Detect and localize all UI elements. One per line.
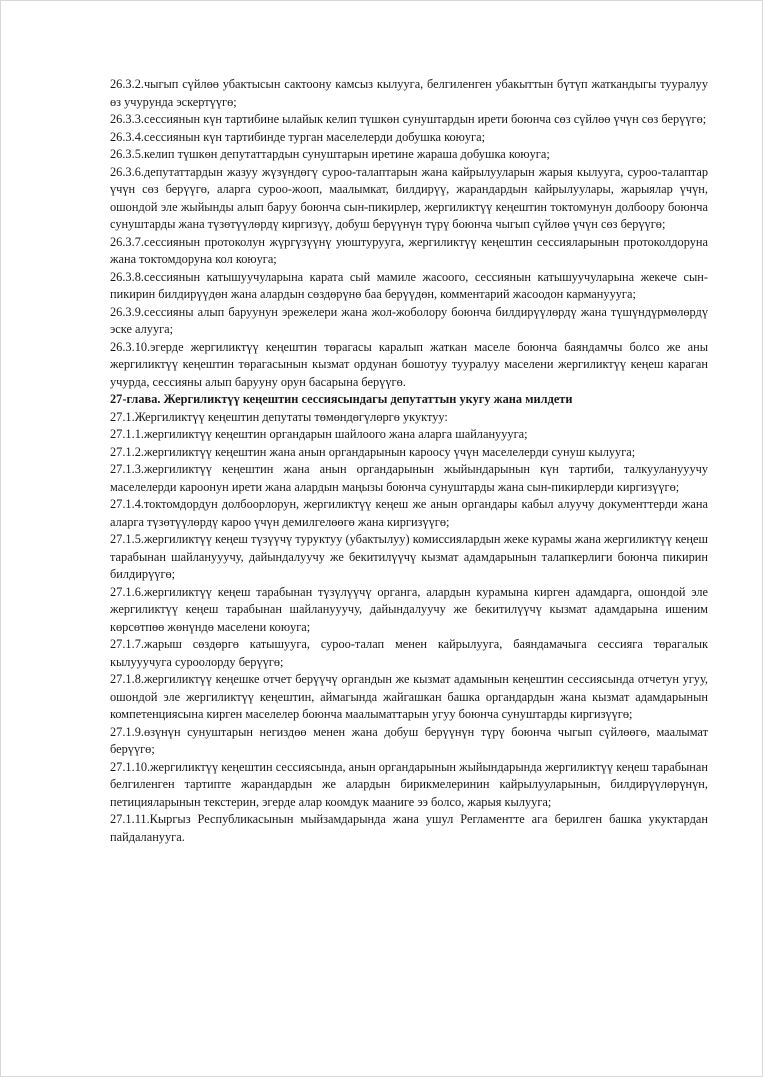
paragraph-27-1-7: 27.1.7.жарыш сөздөргө катышууга, суроо-талап менен кайрылууга, баяндамачыга сессияга төрагалык кылууучуга суроолорду берүүгө; <box>110 637 708 669</box>
paragraph-27-1-2: 27.1.2.жергиликтүү кеңештин жана анын органдарынын кароосу үчүн маселелерди сунуш кылууга; <box>110 444 636 459</box>
paragraph-27-1-5: 27.1.5.жергиликтүү кеңеш түзүүчү туруктуу (убактылуу) комиссиялардын жеке курамы жана жергиликтүү кеңеш тарабынан шайланууучу, дайындалуучу же бекитилүүчү кызмат адамдарынын талапкерлиги боюнча пикирин билдирүүгө; <box>110 532 708 581</box>
chapter-27-heading: 27-глава. Жергиликтүү кеңештин сессиясындагы депутаттын укугу жана милдети <box>110 392 573 406</box>
paragraph-27-1-3: 27.1.3.жергиликтүү кеңештин жана анын органдарынын жыйындарынын күн тартиби, талкууланууучу маселелерди кароонун ирети жана алардын маңызы боюнча сунуштарды жана сын-пикирлерди киргизүүгө; <box>110 462 708 494</box>
paragraph-27-1-8: 27.1.8.жергиликтүү кеңешке отчет берүүчү органдын же кызмат адамынын кеңештин сессиясында отчетун угуу, ошондой эле жергиликтүү кеңештин, аймагында жайгашкан башка органдардын жана кызмат адамдарынын компетенциясына кирген маселелер боюнча маалыматтарын угуу боюнча сунуштарды киргизүүгө; <box>110 672 708 721</box>
paragraph-27-1-6: 27.1.6.жергиликтүү кеңеш тарабынан түзүлүүчү органга, алардын курамына кирген адамдарга, ошондой эле жергиликтүү кеңеш тарабынан шайланууучу, дайындалуучу же бекитилүүчү кызмат адамдарына ишеним көрсөтпөө жөнүндө маселени коюуга; <box>110 584 708 634</box>
paragraph-27-1-9: 27.1.9.өзүнүн сунуштарын негиздөө менен жана добуш берүүнүн түрү боюнча чыгып сүйлөөгө, маалымат берүүгө; <box>110 724 708 756</box>
paragraph-26-3-9: 26.3.9.сессияны алып баруунун эрежелери жана жол-жоболору боюнча билдирүүлөрдү жана түшүндүрмөлөрдү эске алууга; <box>110 304 708 336</box>
paragraph-26-3-8: 26.3.8.сессиянын катышуучуларына карата сый мамиле жасоого, сессиянын катышуучуларына жекече сын-пикирин билдирүүдөн жана алардын сөздөрүнө баа берүүдөн, комментарий жасоодон кармануууга; <box>110 269 708 301</box>
paragraph-26-3-3: 26.3.3.сессиянын күн тартибине ылайык келип түшкөн сунуштардын ирети боюнча сөз сүйлөө үчүн сөз берүүгө; <box>110 112 707 126</box>
paragraph-27-1: 27.1.Жергиликтүү кеңештин депутаты төмөндөгүлөргө укуктуу: <box>110 409 448 424</box>
paragraph-26-3-2: 26.3.2.чыгып сүйлөө убактысын сактоону камсыз кылууга, белгиленген убакыттын бүтүп жаткандыгы тууралуу өз учурунда эскертүүгө; <box>110 77 708 109</box>
paragraph-26-3-10: 26.3.10.эгерде жергиликтүү кеңештин төрагасы каралып жаткан маселе боюнча баяндамчы болсо же аны жергиликтүү кеңештин төрагасынын кызмат ордунан бошотуу тууралуу маселени жергиликтүү кеңеш караган учурда, сессияны алып барууну орун басарына берүүгө. <box>110 339 708 389</box>
paragraph-26-3-4: 26.3.4.сессиянын күн тартибинде турган маселелерди добушка коюуга; <box>110 129 486 144</box>
paragraph-27-1-1: 27.1.1.жергиликтүү кеңештин органдарын шайлоого жана аларга шайлануууга; <box>110 427 528 441</box>
paragraph-26-3-5: 26.3.5.келип түшкөн депутаттардын сунуштарын иретине жараша добушка коюуга; <box>110 147 550 161</box>
paragraph-27-1-11: 27.1.11.Кыргыз Республикасынын мыйзамдарында жана ушул Регламентте ага берилген башка укуктардан пайдаланууга. <box>110 812 708 844</box>
paragraph-27-1-10: 27.1.10.жергиликтүү кеңештин сессиясында, анын органдарынын жыйындарында жергиликтүү кеңеш тарабынан белгиленген тартипте жарандардын же алардын бирикмелеринин кайрылууларынын, билдирүүлөрүнүн, петицияларынын текстерин, эгерде алар коомдук мааниге ээ болсо, жарыя кылууга; <box>110 759 708 809</box>
paragraph-26-3-6: 26.3.6.депутаттардын жазуу жүзүндөгү суроо-талаптарын жана кайрылууларын жарыя кылууга, суроо-талаптар үчүн сөз берүүгө, аларга суроо-жооп, маалымкат, билдирүү, жарандардын кайрылуулары, жарыялар үчүн, ошондой эле жыйынды алып баруу боюнча сын-пикирлер, жергиликтүү кеңештин токтомунун долбоору боюнча сунуштарды жана түзөтүүлөрдү киргизүү, добуш берүүнүн түрү боюнча чыгып сүйлөө үчүн сөз берүүгө; <box>110 164 708 231</box>
paragraph-26-3-7: 26.3.7.сессиянын протоколун жүргүзүүнү уюштурууга, жергиликтүү кеңештин сессияларынын протоколдоруна жана токтомдоруна кол коюуга; <box>110 234 708 266</box>
document-body <box>110 76 708 846</box>
paragraph-27-1-4: 27.1.4.токтомдордун долбоорлорун, жергиликтүү кеңеш же анын органдары кабыл алуучу документтерди жана аларга түзөтүүлөрдү кароо үчүн демилгелөөгө жана киргизүүгө; <box>110 497 708 529</box>
